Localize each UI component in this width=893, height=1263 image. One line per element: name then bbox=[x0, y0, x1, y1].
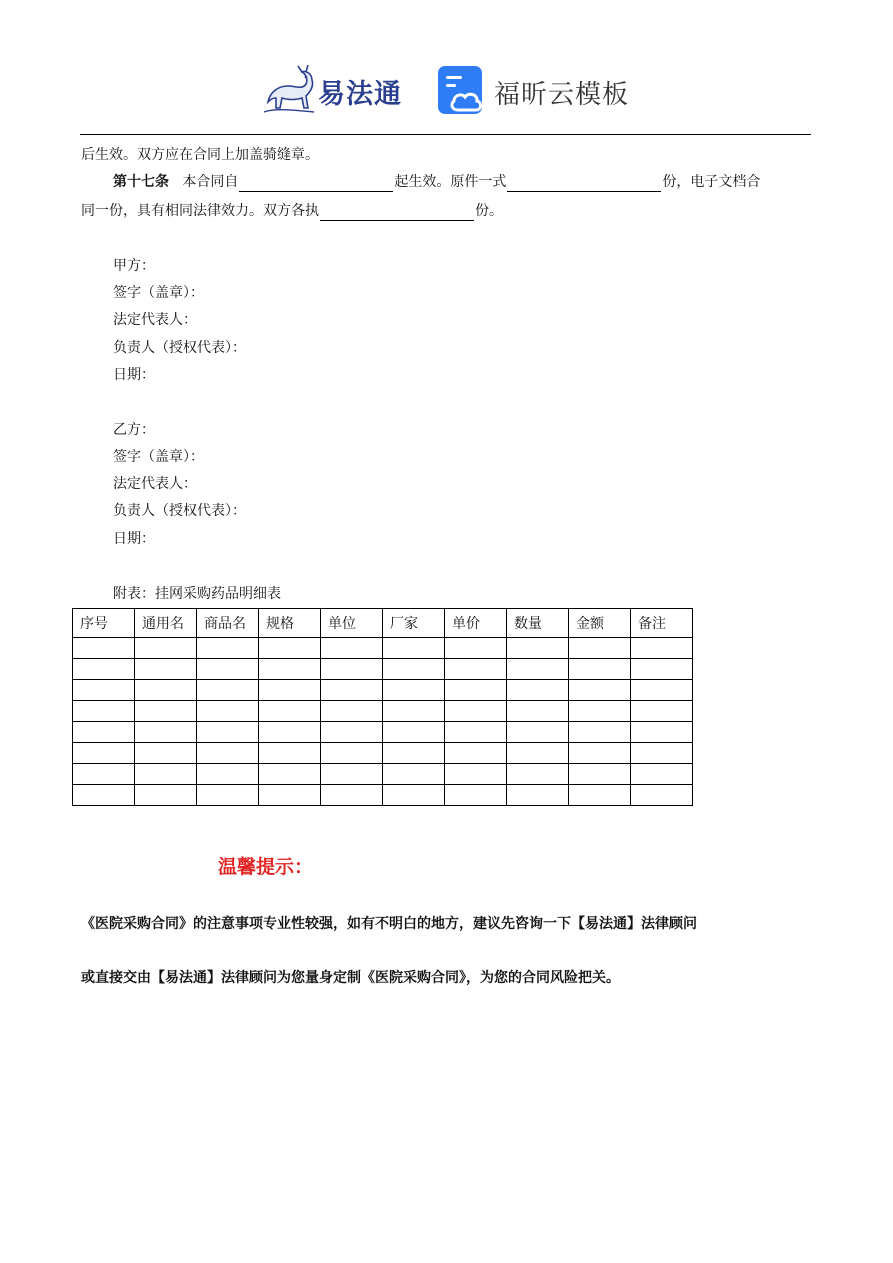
original-copies-blank bbox=[507, 177, 661, 192]
table-row bbox=[73, 764, 693, 785]
each-party-copies-blank bbox=[320, 206, 474, 221]
table-cell bbox=[259, 743, 321, 764]
party-a-date: 日期： bbox=[113, 367, 155, 383]
col-header: 序号 bbox=[73, 609, 135, 638]
table-cell bbox=[321, 659, 383, 680]
article-17-line-2 bbox=[81, 201, 503, 221]
table-cell bbox=[135, 785, 197, 806]
col-header: 备注 bbox=[631, 609, 693, 638]
table-cell bbox=[135, 722, 197, 743]
party-b-date: 日期： bbox=[113, 531, 155, 547]
table-cell bbox=[73, 722, 135, 743]
table-cell bbox=[321, 764, 383, 785]
table-cell bbox=[631, 743, 693, 764]
table-cell bbox=[321, 785, 383, 806]
table-cell bbox=[445, 638, 507, 659]
table-cell bbox=[383, 701, 445, 722]
article-17-text-3: 份，电子文档合 bbox=[662, 174, 761, 190]
table-cell bbox=[383, 785, 445, 806]
party-a-title: 甲方： bbox=[113, 258, 155, 274]
col-header: 商品名 bbox=[197, 609, 259, 638]
table-row bbox=[73, 743, 693, 764]
table-cell bbox=[631, 659, 693, 680]
party-b-seal: 签字（盖章）： bbox=[113, 449, 204, 465]
drug-detail-table bbox=[72, 608, 693, 806]
yifatong-logo bbox=[262, 62, 412, 118]
article-17-text-5: 份。 bbox=[475, 203, 503, 219]
table-cell bbox=[321, 680, 383, 701]
table-cell bbox=[631, 701, 693, 722]
table-cell bbox=[507, 680, 569, 701]
table-cell bbox=[383, 743, 445, 764]
table-cell bbox=[383, 659, 445, 680]
col-header: 单位 bbox=[321, 609, 383, 638]
article-17-line-1 bbox=[113, 172, 760, 192]
table-cell bbox=[445, 722, 507, 743]
table-cell bbox=[445, 743, 507, 764]
tips-line-2: 或直接交由【易法通】法律顾问为您量身定制《医院采购合同》，为您的合同风险把关。 bbox=[81, 970, 620, 986]
party-b-title: 乙方： bbox=[113, 422, 155, 438]
table-cell bbox=[135, 659, 197, 680]
fuxin-template-logo-text: 福昕云模板 bbox=[494, 80, 630, 110]
table-cell bbox=[445, 785, 507, 806]
table-cell bbox=[445, 764, 507, 785]
party-a-legal-rep: 法定代表人： bbox=[113, 312, 197, 328]
table-cell bbox=[507, 743, 569, 764]
table-row bbox=[73, 785, 693, 806]
table-cell bbox=[135, 743, 197, 764]
table-cell bbox=[507, 722, 569, 743]
qilin-emblem-icon bbox=[262, 62, 320, 118]
table-cell bbox=[507, 659, 569, 680]
table-cell bbox=[321, 638, 383, 659]
party-a-seal: 签字（盖章）： bbox=[113, 285, 204, 301]
table-cell bbox=[135, 764, 197, 785]
col-header: 金额 bbox=[569, 609, 631, 638]
col-header: 单价 bbox=[445, 609, 507, 638]
party-b-legal-rep: 法定代表人： bbox=[113, 476, 197, 492]
table-cell bbox=[445, 701, 507, 722]
table-cell bbox=[507, 638, 569, 659]
table-cell bbox=[259, 680, 321, 701]
col-header: 规格 bbox=[259, 609, 321, 638]
table-cell bbox=[507, 764, 569, 785]
article-17-label: 第十七条 bbox=[113, 174, 169, 190]
table-cell bbox=[259, 764, 321, 785]
yifatong-logo-text: 易法通 bbox=[318, 79, 402, 110]
party-a-authorized: 负责人（授权代表）： bbox=[113, 340, 246, 356]
table-cell bbox=[383, 680, 445, 701]
table-cell bbox=[259, 785, 321, 806]
table-row bbox=[73, 680, 693, 701]
col-header: 数量 bbox=[507, 609, 569, 638]
appendix-title: 附表：挂网采购药品明细表 bbox=[113, 586, 281, 602]
party-b-authorized: 负责人（授权代表）： bbox=[113, 503, 246, 519]
table-cell bbox=[73, 743, 135, 764]
table-cell bbox=[383, 638, 445, 659]
table-cell bbox=[259, 722, 321, 743]
table-cell bbox=[259, 659, 321, 680]
article-17-text-2: 起生效。原件一式 bbox=[394, 174, 507, 190]
table-cell bbox=[569, 680, 631, 701]
table-cell bbox=[445, 680, 507, 701]
table-cell bbox=[569, 743, 631, 764]
continuation-text: 后生效。双方应在合同上加盖骑缝章。 bbox=[81, 147, 319, 163]
table-cell bbox=[259, 701, 321, 722]
table-cell bbox=[631, 638, 693, 659]
col-header: 厂家 bbox=[383, 609, 445, 638]
table-cell bbox=[197, 638, 259, 659]
table-cell bbox=[135, 680, 197, 701]
table-cell bbox=[197, 764, 259, 785]
table-row bbox=[73, 659, 693, 680]
table-cell bbox=[631, 722, 693, 743]
table-cell bbox=[73, 764, 135, 785]
table-cell bbox=[383, 764, 445, 785]
fuxin-template-logo bbox=[436, 64, 636, 116]
table-cell bbox=[197, 722, 259, 743]
table-body bbox=[73, 638, 693, 806]
table-cell bbox=[73, 659, 135, 680]
table-cell bbox=[631, 764, 693, 785]
table-cell bbox=[73, 680, 135, 701]
table-cell bbox=[197, 659, 259, 680]
table-cell bbox=[259, 638, 321, 659]
table-cell bbox=[507, 785, 569, 806]
article-17-text-4: 同一份，具有相同法律效力。双方各执 bbox=[81, 203, 319, 219]
table-cell bbox=[631, 680, 693, 701]
tips-title: 温馨提示： bbox=[218, 856, 314, 878]
header-divider bbox=[80, 134, 811, 135]
article-17-text-1: 本合同自 bbox=[182, 174, 239, 190]
fuxin-cloud-doc-icon bbox=[436, 64, 488, 116]
table-cell bbox=[631, 785, 693, 806]
table-cell bbox=[569, 722, 631, 743]
table-cell bbox=[569, 638, 631, 659]
table-cell bbox=[197, 785, 259, 806]
table-row bbox=[73, 701, 693, 722]
table-cell bbox=[569, 785, 631, 806]
table-cell bbox=[445, 659, 507, 680]
table-cell bbox=[197, 743, 259, 764]
col-header: 通用名 bbox=[135, 609, 197, 638]
table-cell bbox=[569, 764, 631, 785]
table-cell bbox=[383, 722, 445, 743]
table-cell bbox=[135, 638, 197, 659]
table-cell bbox=[73, 785, 135, 806]
table-cell bbox=[197, 680, 259, 701]
table-cell bbox=[321, 722, 383, 743]
table-cell bbox=[135, 701, 197, 722]
table-cell bbox=[73, 701, 135, 722]
table-cell bbox=[321, 743, 383, 764]
table-cell bbox=[197, 701, 259, 722]
table-cell bbox=[321, 701, 383, 722]
table-cell bbox=[507, 701, 569, 722]
table-cell bbox=[73, 638, 135, 659]
table-row bbox=[73, 722, 693, 743]
table-cell bbox=[569, 659, 631, 680]
effective-date-blank bbox=[239, 177, 393, 192]
table-header-row bbox=[73, 609, 693, 638]
tips-line-1: 《医院采购合同》的注意事项专业性较强，如有不明白的地方，建议先咨询一下【易法通】法律顾问 bbox=[81, 916, 697, 932]
table-row bbox=[73, 638, 693, 659]
header-logos bbox=[0, 60, 893, 120]
table-cell bbox=[569, 701, 631, 722]
